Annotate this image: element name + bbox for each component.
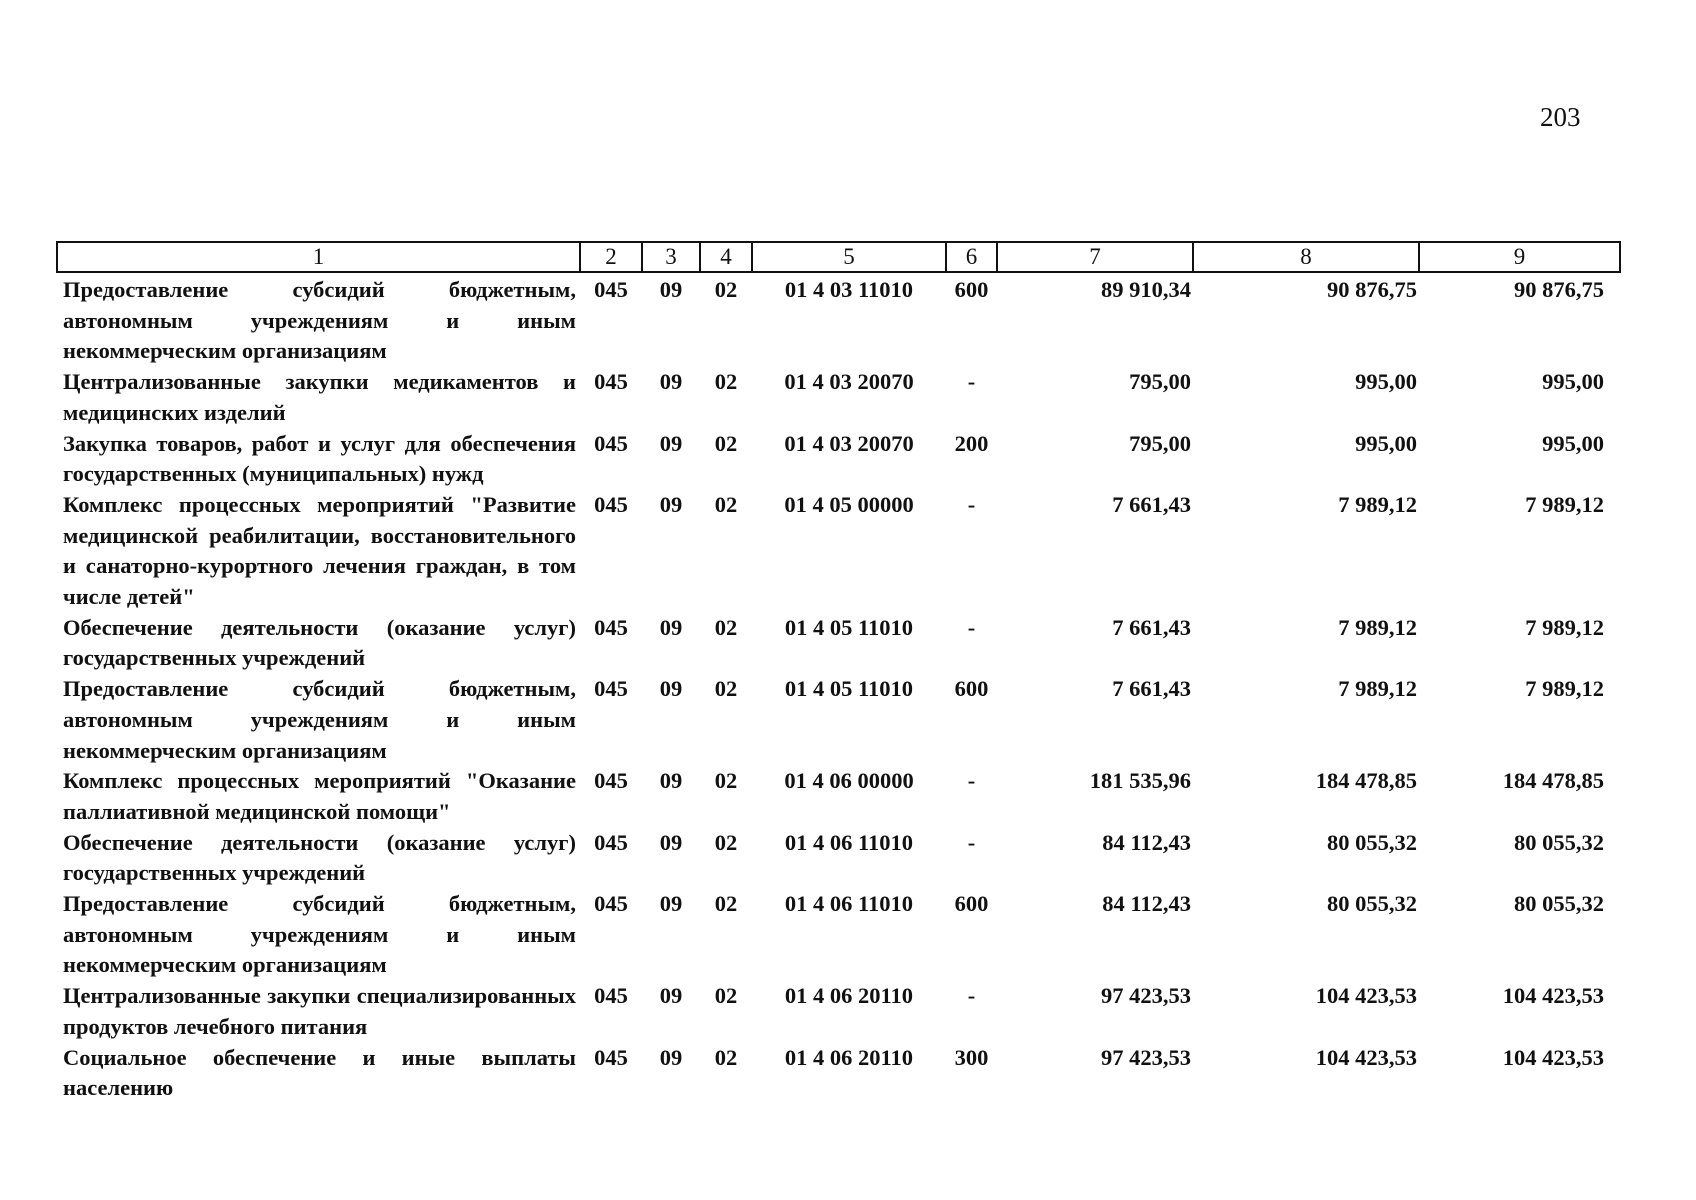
table-row: [57, 429, 1620, 490]
row-description: Предоставление субсидий бюджетным, автономным учреждениям и иным некоммерческим организациям: [63, 891, 576, 978]
cell-code-2: 045: [594, 768, 628, 794]
cell-expense-type: 600: [954, 676, 989, 702]
cell-code-2: 045: [594, 676, 628, 702]
cell-amount-8: 995,00: [1355, 369, 1417, 395]
cell-subsection: 02: [714, 676, 738, 702]
cell-subsection: 02: [714, 369, 738, 395]
cell-amount-7: 795,00: [1129, 430, 1191, 456]
cell-subsection: 02: [714, 430, 738, 456]
row-description: Комплекс процессных мероприятий "Развитие медицинской реабилитации, восстановительного и санаторно-курортного лечения граждан, в том числе детей": [63, 491, 576, 610]
cell-target-article: 01 4 06 11010: [784, 829, 914, 855]
cell-amount-7: 7 661,43: [1112, 676, 1191, 702]
column-header-8: 8: [1193, 242, 1419, 272]
cell-target-article: 01 4 06 00000: [784, 768, 914, 794]
cell-expense-type: -: [967, 614, 976, 640]
cell-amount-7: 84 112,43: [1102, 891, 1191, 917]
cell-amount-9: 7 989,12: [1525, 491, 1604, 517]
table-row: [57, 981, 1620, 1042]
cell-section: 09: [659, 768, 683, 794]
cell-subsection: 02: [714, 1044, 738, 1070]
cell-target-article: 01 4 06 20110: [784, 1044, 914, 1070]
cell-subsection: 02: [714, 829, 738, 855]
cell-expense-type: 300: [954, 1044, 989, 1070]
table-row: [57, 766, 1620, 827]
cell-code-2: 045: [594, 277, 628, 302]
row-description: Централизованные закупки медикаментов и медицинских изделий: [63, 369, 576, 425]
cell-subsection: 02: [714, 891, 738, 917]
cell-amount-7: 97 423,53: [1101, 1044, 1191, 1070]
budget-table: [56, 241, 1621, 1104]
cell-section: 09: [659, 614, 683, 640]
table-row: [57, 1043, 1620, 1104]
cell-code-2: 045: [594, 829, 628, 855]
cell-subsection: 02: [714, 983, 738, 1009]
cell-amount-9: 995,00: [1542, 369, 1604, 395]
cell-code-2: 045: [594, 430, 628, 456]
row-description: Закупка товаров, работ и услуг для обеспечения государственных (муниципальных) нужд: [63, 430, 576, 487]
cell-code-2: 045: [594, 369, 628, 395]
cell-code-2: 045: [594, 891, 628, 917]
cell-expense-type: -: [967, 369, 976, 395]
cell-section: 09: [659, 369, 683, 395]
cell-amount-9: 90 876,75: [1514, 277, 1604, 302]
cell-subsection: 02: [714, 491, 738, 517]
cell-amount-9: 104 423,53: [1502, 1044, 1604, 1070]
table-row: [57, 828, 1620, 889]
row-description: Социальное обеспечение и иные выплаты населению: [63, 1044, 576, 1101]
table-header-row: [57, 242, 1620, 272]
cell-amount-7: 795,00: [1129, 369, 1191, 395]
cell-section: 09: [659, 891, 683, 917]
cell-amount-9: 80 055,32: [1514, 891, 1604, 917]
cell-target-article: 01 4 05 11010: [784, 614, 914, 640]
cell-target-article: 01 4 03 11010: [784, 277, 914, 302]
cell-amount-9: 80 055,32: [1514, 829, 1604, 855]
cell-code-2: 045: [594, 614, 628, 640]
table-row: [57, 613, 1620, 674]
cell-amount-8: 184 478,85: [1315, 768, 1417, 794]
cell-amount-7: 97 423,53: [1101, 983, 1191, 1009]
cell-section: 09: [659, 983, 683, 1009]
cell-amount-8: 90 876,75: [1327, 277, 1417, 302]
table-row: [57, 367, 1620, 428]
cell-amount-8: 104 423,53: [1315, 983, 1417, 1009]
table-body: [57, 272, 1620, 1104]
column-header-7: 7: [997, 242, 1193, 272]
column-header-6: 6: [946, 242, 997, 272]
cell-target-article: 01 4 03 20070: [784, 369, 914, 395]
column-header-2: 2: [580, 242, 642, 272]
cell-target-article: 01 4 06 11010: [784, 891, 914, 917]
column-header-5: 5: [752, 242, 946, 272]
cell-amount-7: 7 661,43: [1112, 491, 1191, 517]
cell-expense-type: -: [967, 983, 976, 1009]
cell-section: 09: [659, 491, 683, 517]
cell-target-article: 01 4 05 11010: [784, 676, 914, 702]
cell-amount-9: 104 423,53: [1502, 983, 1604, 1009]
cell-amount-7: 181 535,96: [1089, 768, 1191, 794]
cell-target-article: 01 4 05 00000: [784, 491, 914, 517]
cell-code-2: 045: [594, 983, 628, 1009]
row-description: Комплекс процессных мероприятий "Оказание паллиативной медицинской помощи": [63, 768, 576, 824]
cell-expense-type: 600: [954, 277, 989, 302]
cell-section: 09: [659, 430, 683, 456]
cell-section: 09: [659, 1044, 683, 1070]
cell-section: 09: [659, 277, 683, 302]
row-description: Обеспечение деятельности (оказание услуг) государственных учреждений: [63, 829, 576, 886]
cell-amount-8: 7 989,12: [1338, 614, 1417, 640]
cell-subsection: 02: [714, 277, 738, 302]
cell-expense-type: -: [967, 491, 976, 517]
cell-subsection: 02: [714, 614, 738, 640]
cell-expense-type: -: [967, 829, 976, 855]
table-row: [57, 490, 1620, 613]
table-row: [57, 674, 1620, 766]
cell-amount-9: 7 989,12: [1525, 614, 1604, 640]
row-description: Предоставление субсидий бюджетным, автономным учреждениям и иным некоммерческим организациям: [63, 676, 576, 763]
cell-section: 09: [659, 676, 683, 702]
cell-section: 09: [659, 829, 683, 855]
cell-amount-8: 7 989,12: [1338, 491, 1417, 517]
cell-amount-9: 184 478,85: [1502, 768, 1604, 794]
cell-amount-8: 7 989,12: [1338, 676, 1417, 702]
row-description: Предоставление субсидий бюджетным, автономным учреждениям и иным некоммерческим организациям: [63, 277, 576, 364]
cell-amount-9: 995,00: [1542, 430, 1604, 456]
cell-amount-7: 7 661,43: [1112, 614, 1191, 640]
cell-amount-8: 104 423,53: [1315, 1044, 1417, 1070]
cell-target-article: 01 4 03 20070: [784, 430, 914, 456]
cell-subsection: 02: [714, 768, 738, 794]
row-description: Централизованные закупки специализированных продуктов лечебного питания: [63, 983, 576, 1039]
column-header-3: 3: [642, 242, 700, 272]
cell-expense-type: 200: [954, 430, 989, 456]
cell-amount-8: 80 055,32: [1327, 891, 1417, 917]
cell-amount-8: 80 055,32: [1327, 829, 1417, 855]
cell-target-article: 01 4 06 20110: [784, 983, 914, 1009]
row-description: Обеспечение деятельности (оказание услуг) государственных учреждений: [63, 614, 576, 671]
column-header-9: 9: [1419, 242, 1620, 272]
cell-amount-7: 84 112,43: [1102, 829, 1191, 855]
column-header-1: 1: [57, 242, 580, 272]
cell-amount-9: 7 989,12: [1525, 676, 1604, 702]
cell-code-2: 045: [594, 1044, 628, 1070]
cell-amount-8: 995,00: [1355, 430, 1417, 456]
column-header-4: 4: [700, 242, 752, 272]
table-row: [57, 889, 1620, 981]
table-row: [57, 272, 1620, 367]
cell-expense-type: -: [967, 768, 976, 794]
cell-amount-7: 89 910,34: [1101, 277, 1191, 302]
cell-code-2: 045: [594, 491, 628, 517]
cell-expense-type: 600: [954, 891, 989, 917]
page-number: 203: [1540, 102, 1581, 132]
